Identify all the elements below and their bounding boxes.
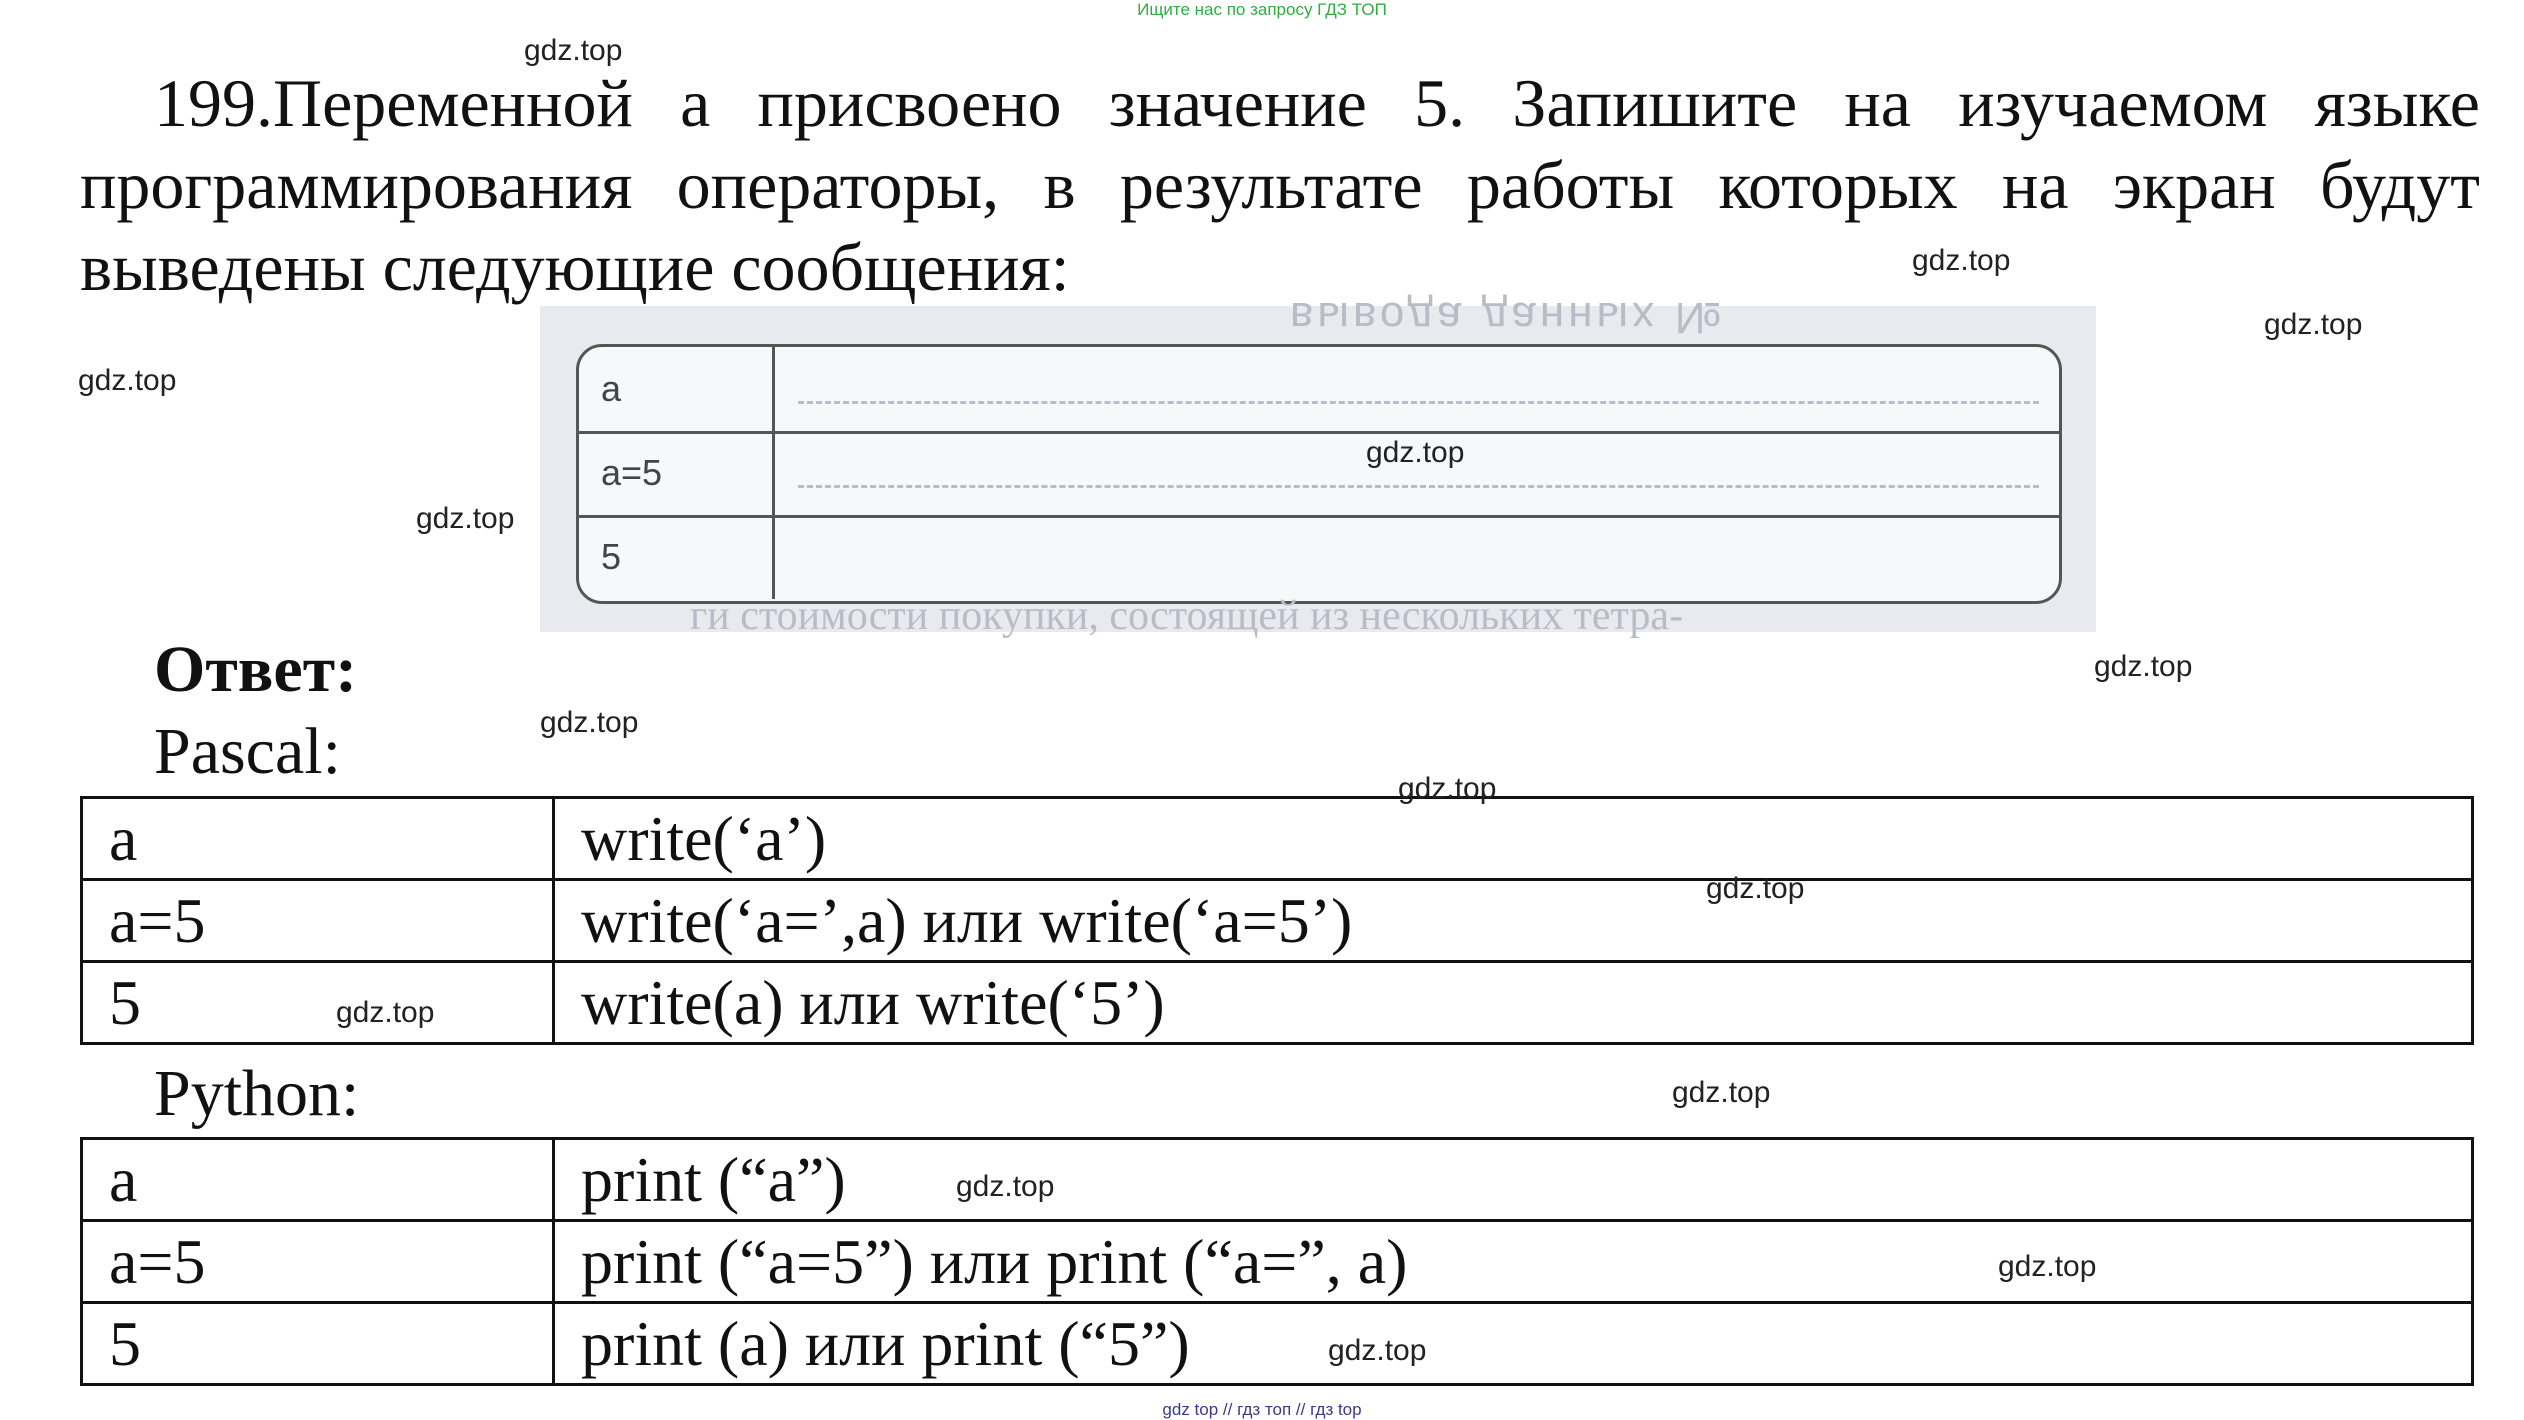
watermark: gdz.top	[1912, 244, 2011, 277]
watermark: gdz.top	[1998, 1250, 2097, 1283]
watermark: gdz.top	[524, 34, 623, 67]
dashed-line	[798, 485, 2039, 488]
code-cell: write(‘a=’,a) или write(‘a=5’)	[554, 880, 2473, 962]
python-table	[80, 1137, 2474, 1386]
output-cell: 5	[82, 962, 554, 1044]
python-label: Python:	[154, 1057, 360, 1130]
output-cell: a=5	[82, 1221, 554, 1303]
table-row	[82, 880, 2473, 962]
scan-row	[579, 347, 2059, 434]
watermark: gdz.top	[1672, 1076, 1771, 1109]
watermark: gdz.top	[540, 706, 639, 739]
watermark: gdz.top	[1328, 1334, 1427, 1367]
scan-row-label: a=5	[579, 431, 775, 515]
output-cell: a=5	[82, 880, 554, 962]
scan-row	[579, 431, 2059, 518]
scan-row-value	[778, 347, 2059, 431]
top-banner: Ищите нас по запросу ГДЗ ТОП	[1137, 0, 1387, 19]
dashed-line	[798, 401, 2039, 404]
scan-row-label: a	[579, 347, 775, 431]
code-cell: print (a) или print (“5”)	[554, 1303, 2473, 1385]
watermark: gdz.top	[1366, 436, 1465, 469]
watermark: gdz.top	[1398, 772, 1497, 805]
table-row	[82, 798, 2473, 880]
table-row	[82, 1221, 2473, 1303]
output-cell: a	[82, 798, 554, 880]
code-cell: write(‘a’)	[554, 798, 2473, 880]
code-cell: write(a) или write(‘5’)	[554, 962, 2473, 1044]
watermark: gdz.top	[416, 502, 515, 535]
table-row	[82, 1139, 2473, 1221]
pascal-label: Pascal:	[154, 715, 341, 788]
scan-row-label: 5	[579, 515, 775, 599]
scan-message-table	[576, 344, 2062, 604]
scan-row	[579, 515, 2059, 599]
watermark: gdz.top	[2264, 308, 2363, 341]
answer-label: Ответ:	[154, 633, 358, 706]
scan-row-value	[778, 515, 2059, 599]
watermark: gdz.top	[336, 996, 435, 1029]
scan-faded-heading: вывода данных №	[1290, 293, 1726, 342]
task-text: 199.Переменной а присвоено значение 5. Запишите на изучаемом языке программирования операторы, в результате работы которых на экран будут выведены следующие сообщения:	[80, 65, 2480, 305]
watermark: gdz.top	[78, 364, 177, 397]
table-row	[82, 962, 2473, 1044]
output-cell: a	[82, 1139, 554, 1221]
code-cell: print (“a=5”) или print (“a=”, a)	[554, 1221, 2473, 1303]
table-row	[82, 1303, 2473, 1385]
output-cell: 5	[82, 1303, 554, 1385]
watermark: gdz.top	[956, 1170, 1055, 1203]
watermark: gdz.top	[1706, 872, 1805, 905]
watermark: gdz.top	[2094, 650, 2193, 683]
bottom-banner: gdz top // гдз топ // гдз top	[1162, 1400, 1362, 1419]
code-cell: print (“a”)	[554, 1139, 2473, 1221]
scan-faded-caption: ги стоимости покупки, состоящей из нескольких тетра-	[690, 593, 1684, 639]
pascal-table	[80, 796, 2474, 1045]
